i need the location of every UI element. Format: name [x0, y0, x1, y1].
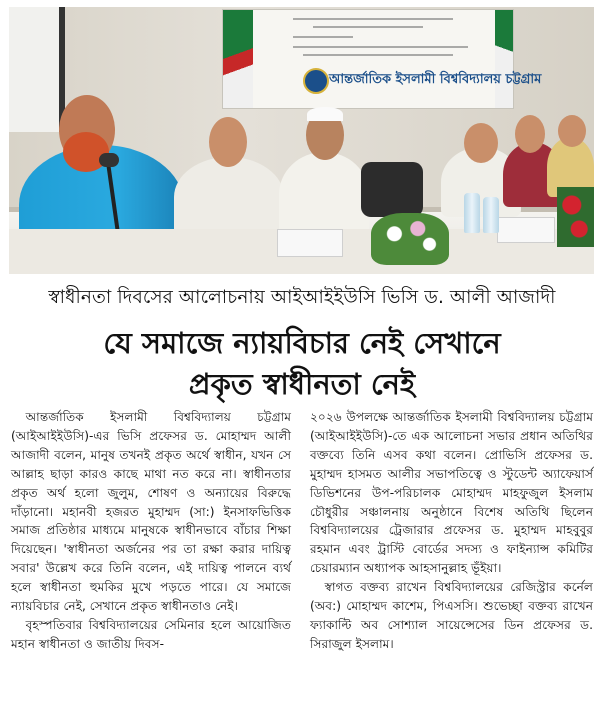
guest-5-head [558, 115, 586, 147]
microphone-icon [99, 153, 119, 167]
guest-1 [174, 157, 284, 237]
guest-1-head [209, 117, 247, 167]
guest-2 [279, 152, 369, 237]
tissue-box [277, 229, 343, 257]
water-bottle [464, 193, 480, 233]
event-banner [222, 9, 542, 109]
chair-empty [361, 162, 423, 217]
projector-screen [9, 7, 65, 132]
paragraph: ২০২৬ উপলক্ষে আন্তর্জাতিক ইসলামী বিশ্ববিদ্যালয় চট্টগ্রাম (আইআইইউসি)-তে এক আলোচনা সভার প্রধান অতিথির বক্তব্যে তিনি এসব কথা বলেন। প্রোভিসি প্রফেসর ড. মুহাম্মদ হাসমত আলীর সভাপতিত্বে ও স্টুডেন্ট অ্যাফেয়ার্স ডিভিশনের উপ-পরিচালক মোহাম্মদ মাহফুজুল ইসলাম চৌধুরীর সঞ্চালনায় অনুষ্ঠানে বিশেষ অতিথি ছিলেন বিশ্ববিদ্যালয়ের ট্রেজারার প্রফেসর ড. মুহাম্মদ মাহবুবুর রহমান এবং ট্রাস্টি বোর্ডের সদস্য ও ফাইন্যান্স কমিটির চেয়ারম্যান অধ্যাপক আহসানুল্লাহ ভূঁইয়া। [310, 410, 593, 576]
article-kicker: স্বাধীনতা দিবসের আলোচনায় আইআইইউসি ভিসি ড. আলী আজাদী [48, 287, 556, 308]
article-column-left [11, 408, 291, 654]
tissue-box [497, 217, 555, 243]
university-logo-icon [303, 68, 329, 94]
flower-bouquet-red [557, 187, 594, 247]
paragraph: আন্তর্জাতিক ইসলামী বিশ্ববিদ্যালয় চট্টগ্রাম (আইআইইউসি)-এর ভিসি প্রফেসর ড. মোহাম্মদ আলী আজাদী বলেন, মানুষ তখনই প্রকৃত অর্থে স্বাধীন, যখন সে আল্লাহ ছাড়া কারও কাছে মাথা নত করে না। স্বাধীনতার প্রকৃত অর্থ হলো জুলুম, শোষণ ও অন্যায়ের বিরুদ্ধে দাঁড়ানো। মহানবী হজরত মুহাম্মদ (সা:) ইনসাফভিত্তিক সমাজ প্রতিষ্ঠার মাধ্যমে মানুষকে স্বাধীনভাবে বাঁচার শিক্ষা দিয়েছেন। 'স্বাধীনতা অর্জনের পর তা রক্ষা করার দায়িত্ব সবার' উল্লেখ করে তিনি বলেন, এই দায়িত্ব পালনে ব্যর্থ হলে স্বাধীনতা হুমকির মুখে পড়তে পারে। যে সমাজে ন্যায়বিচার নেই, সেখানে প্রকৃত স্বাধীনতাও নেই। [11, 410, 291, 614]
paragraph: স্বাগত বক্তব্য রাখেন বিশ্ববিদ্যালয়ের রেজিস্ট্রার কর্নেল (অব:) মোহাম্মদ কাশেম, পিএসসি। শুভেচ্ছা বক্তব্য রাখেন ফ্যাকাল্টি অব সোশ্যাল সায়েন্সেসের ডিন প্রফেসর ড. সিরাজুল ইসলাম। [310, 580, 593, 651]
guest-4-head [515, 115, 545, 153]
water-bottle [483, 197, 499, 233]
guest-2-cap [307, 107, 343, 121]
paragraph: বৃহস্পতিবার বিশ্ববিদ্যালয়ের সেমিনার হলে আয়োজিত মহান স্বাধীনতা ও জাতীয় দিবস- [11, 617, 291, 651]
event-photo [9, 7, 594, 274]
article-column-right [310, 408, 593, 654]
guest-3-head [464, 123, 498, 163]
headline-line-2: প্রকৃত স্বাধীনতা নেই [188, 367, 416, 401]
flower-bouquet [371, 213, 449, 265]
banner-flag-left [223, 10, 253, 108]
headline-line-1: যে সমাজে ন্যায়বিচার নেই সেখানে [103, 326, 501, 360]
banner-flag-right [495, 10, 513, 108]
banner-university-name: আন্তর্জাতিক ইসলামী বিশ্ববিদ্যালয় চট্টগ্রাম [329, 72, 542, 87]
